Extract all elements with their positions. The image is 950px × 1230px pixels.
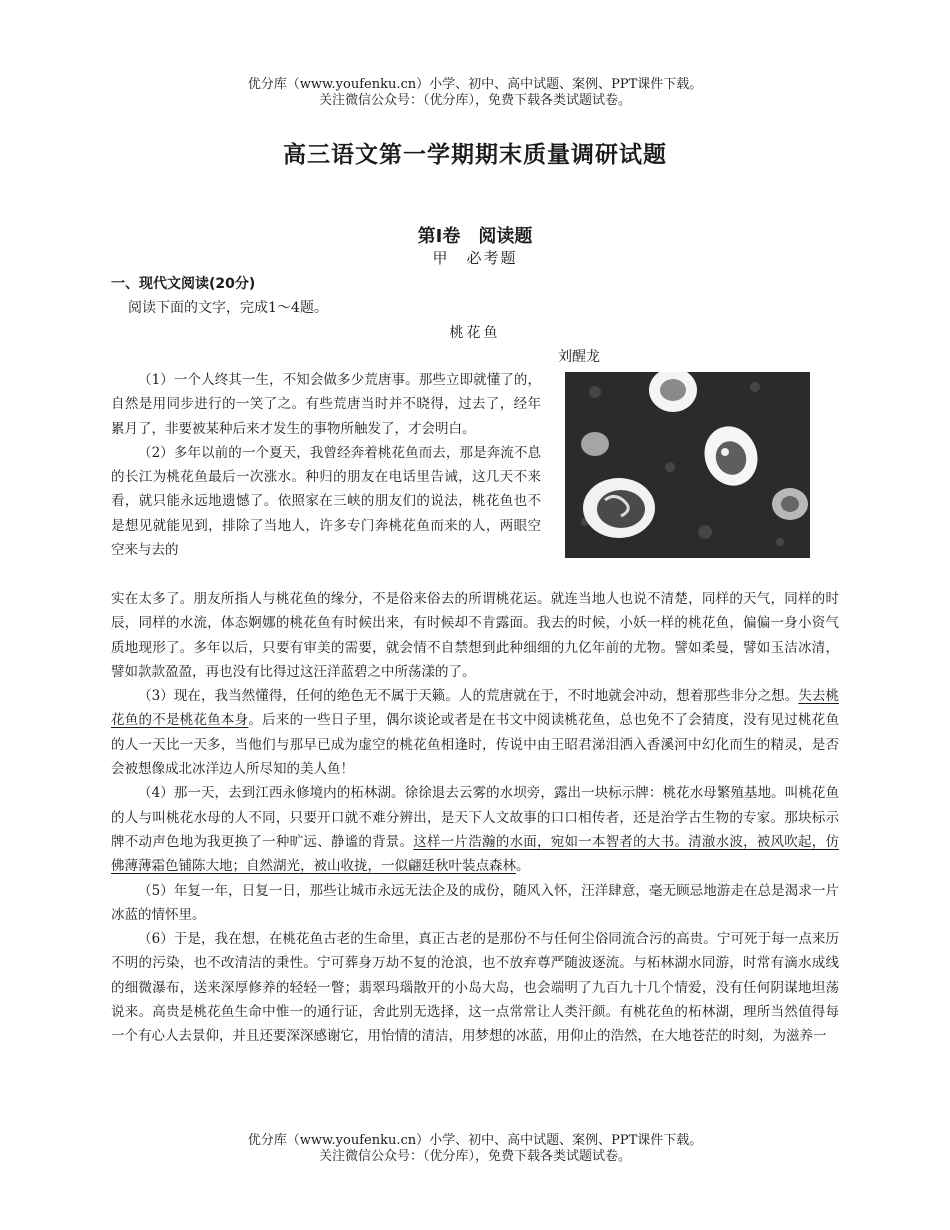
paragraph-4-text: （4）那一天，去到江西永修境内的柘林湖。徐徐退去云雾的水坝旁，露出一块标示牌：桃花水母繁殖基地。叫桃花鱼的人与叫桃花水母的人不同，只要开口就不难分辨出，是天下人文故事的口口相传者，还是治学古生物的专家。那块标示牌不动声色地为我更换了一种旷远、静谧的背景。 — [111, 785, 839, 850]
section-title: 第Ⅰ卷 阅读题 — [417, 226, 533, 247]
article-body-wide — [111, 587, 839, 1049]
paragraph-5: （5）年复一年，日复一日，那些让城市永远无法企及的成份，随风入怀，汪洋肆意，毫无顾忌地游走在总是渴求一片冰蓝的情怀里。 — [111, 882, 839, 923]
article-body-narrow — [111, 368, 541, 562]
footer-line-2: 关注微信公众号：（优分库），免费下载各类试题试卷。 — [318, 1149, 631, 1164]
header-line-2: 关注微信公众号：（优分库），免费下载各类试题试卷。 — [318, 93, 631, 108]
paragraph-4-end: 。 — [516, 858, 530, 875]
paragraph-2a: （2）多年以前的一个夏天，我曾经奔着桃花鱼而去，那是奔流不息的长江为桃花鱼最后一次涨水。种归的朋友在电话里告诫，这几天不来看，就只能永远地遗憾了。依照家在三峡的朋友们的说法，桃花鱼也不是想见就能见到，排除了当地人，许多专门奔桃花鱼而来的人，两眼空空来与去的 — [111, 444, 541, 559]
paragraph-4 — [111, 781, 839, 878]
paragraph-3-text: （3）现在，我当然懂得，任何的绝色无不属于天籁。人的荒唐就在于，不时地就会冲动，想着那些非分之想。 — [138, 688, 799, 705]
page-footer — [0, 1133, 950, 1165]
article-title: 桃花鱼 — [449, 325, 501, 341]
paragraph-2b: 实在太多了。朋友所指人与桃花鱼的缘分，不是俗来俗去的所谓桃花运。就连当地人也说不清楚，同样的天气，同样的时辰，同样的水流，体态婀娜的桃花鱼有时候出来，有时候却不肯露面。我去的时候，小妖一样的桃花鱼，偏偏一身小资气质地现形了。多年以后，只要有审美的需要，就会情不自禁想到此种细细的九亿年前的尤物。譬如柔曼，譬如玉洁冰清，譬如款款盈盈，再也没有比得过这汪洋蓝碧之中所荡漾的了。 — [111, 591, 839, 680]
subsection-title: 甲 必考题 — [432, 249, 518, 267]
page-header — [0, 77, 950, 109]
underlined-sentence-4: 这样一片浩瀚的水面，宛如一本智者的大书。清澈水波，被风吹起，仿佛薄薄霜色铺陈大地；自然湖光，被山收拢，一似翩廷秋叶装点森林 — [111, 833, 840, 875]
header-line-1: 优分库（www.youfenku.cn）小学、初中、高中试题、案例、PPT课件下载。 — [247, 77, 703, 92]
exam-title: 高三语文第一学期期末质量调研试题 — [283, 142, 667, 168]
jellyfish-photo — [565, 372, 810, 558]
paragraph-6: （6）于是，我在想，在桃花鱼古老的生命里，真正古老的是那份不与任何尘俗同流合污的高贵。宁可死于每一点来历不明的污染，也不改清洁的秉性。宁可葬身万劫不复的沧浪，也不放弃尊严随波逐流。与柘林湖水同游，时常有滴水成线的细微瀑布，送来深厚修养的轻轻一瞥；翡翠玛瑙散开的小岛大岛，也会端明了九百九十几个情爱，没有任何阴谋地坦荡说来。高贵是桃花鱼生命中惟一的通行证，舍此别无选择，这一点常常让人类汗颜。有桃花鱼的柘林湖，理所当然值得每一个有心人去景仰，并且还要深深感谢它，用怡情的清洁，用梦想的冰蓝，用仰止的浩然，在大地苍茫的时刻，为滋养一 — [111, 931, 839, 1045]
jellyfish-illustration — [565, 372, 810, 558]
paragraph-3 — [111, 684, 839, 781]
part-title: 一、现代文阅读(20分) — [111, 276, 256, 292]
paragraph-1: （1）一个人终其一生，不知会做多少荒唐事。那些立即就懂了的，自然是用同步进行的一笑了之。有些荒唐当时并不晓得，过去了，经年累月了，非要被某种后来才发生的事物所触发了，才会明白。 — [111, 372, 541, 437]
footer-line-1: 优分库（www.youfenku.cn）小学、初中、高中试题、案例、PPT课件下载。 — [247, 1133, 703, 1148]
reading-instruction: 阅读下面的文字，完成1～4题。 — [128, 300, 328, 316]
underlined-sentence-3: 失去桃花鱼的不是桃花鱼本身 — [111, 688, 839, 729]
article-author: 刘醒龙 — [558, 349, 600, 365]
paragraph-3-text-rest: 。后来的一些日子里，偶尔谈论或者是在书文中阅读桃花鱼，总也免不了会猜度，没有见过桃花鱼的人一天比一天多，当他们与那早已成为虚空的桃花鱼相逢时，传说中由王昭君涕泪洒入香溪河中幻化而生的精灵，是否会被想像成北冰洋边人所尽知的美人鱼！ — [111, 712, 840, 778]
